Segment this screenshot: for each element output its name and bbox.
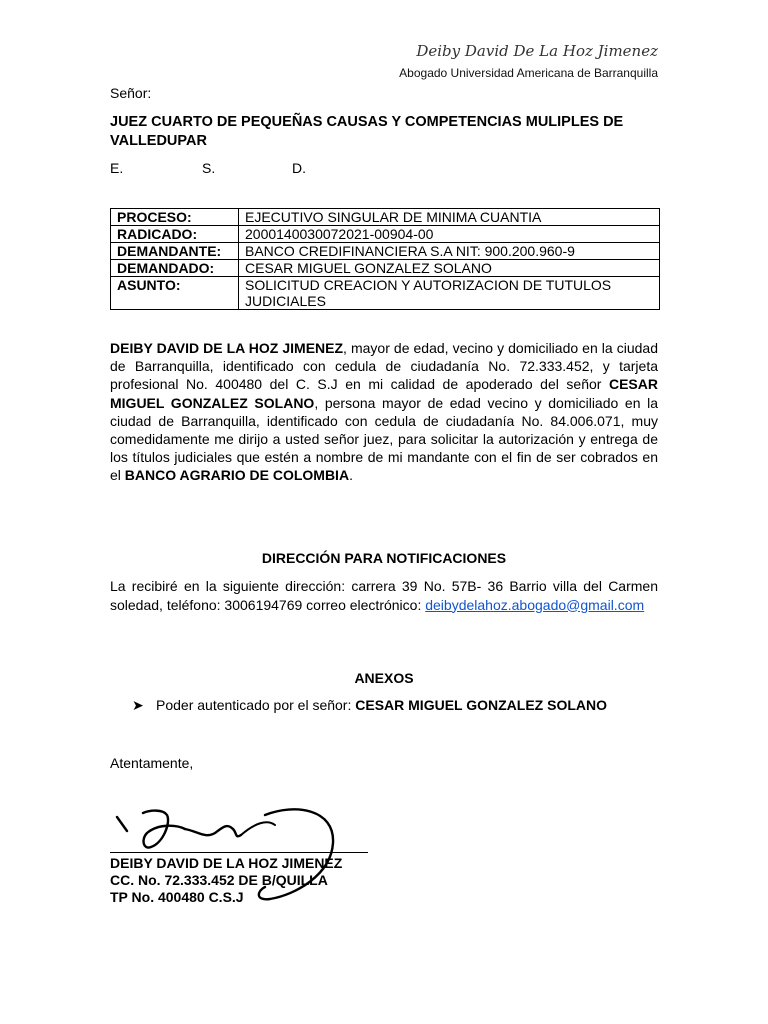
body-paragraph [110,339,658,485]
body-text-end: . [349,467,353,484]
annex-text: Poder autenticado por el señor: [156,697,356,713]
bank-name: BANCO AGRARIO DE COLOMBIA [124,467,350,484]
case-key-demandante: DEMANDANTE: [111,243,239,260]
annexes-heading: ANEXOS [354,670,414,686]
table-row [111,243,660,260]
letterhead-subtitle: Abogado Universidad Americana de Barranquilla [399,66,658,80]
table-row [111,209,660,226]
esd-e: E. [110,160,124,176]
esd-s: S. [202,160,216,176]
letterhead-name: Deiby David De La Hoz Jimenez [416,42,658,60]
table-row [111,277,660,310]
table-row [111,226,660,243]
case-value-proceso: EJECUTIVO SINGULAR DE MINIMA CUANTIA [239,209,660,226]
case-key-proceso: PROCESO: [111,209,239,226]
notifications-heading: DIRECCIÓN PARA NOTIFICACIONES [261,550,507,566]
email-link[interactable]: deibydelahoz.abogado@gmail.com [425,596,645,613]
signature-line [110,852,368,853]
case-key-demandado: DEMANDADO: [111,260,239,277]
signature-block [110,855,342,906]
closing: Atentamente, [110,755,194,771]
body-text-1: , mayor de edad, vecino y domiciliado en la ciudad de Barranquilla, identificado con cedula de ciudadanía No. 72.333.452, y tarjeta profesional No. 400480 del C. S.J en mi calidad de apoderado del señor [110,340,658,393]
address-text: La recibiré en la siguiente dirección: carrera 39 No. 57B- 36 Barrio villa del Carmen soledad, teléfono: 3006194769 correo electrónico: [110,578,658,613]
client-name: CESAR MIGUEL GONZALEZ SOLANO [110,376,658,411]
esd-d: D. [292,160,306,176]
case-table [110,208,660,310]
case-value-radicado: 2000140030072021-00904-00 [239,226,660,243]
case-value-demandante: BANCO CREDIFINANCIERA S.A NIT: 900.200.960-9 [239,243,660,260]
annex-bold: CESAR MIGUEL GONZALEZ SOLANO [355,697,607,713]
attorney-name: DEIBY DAVID DE LA HOZ JIMENEZ [110,340,344,356]
case-value-demandado: CESAR MIGUEL GONZALEZ SOLANO [239,260,660,277]
arrow-bullet-icon: ➤ [132,697,144,713]
table-row [111,260,660,277]
case-key-asunto: ASUNTO: [111,277,239,310]
signer-tp: TP No. 400480 C.S.J [110,889,244,905]
signer-id: CC. No. 72.333.452 DE B/QUILLA [110,872,328,888]
addressee: JUEZ CUARTO DE PEQUEÑAS CAUSAS Y COMPETENCIAS MULIPLES DE VALLEDUPAR [110,114,624,149]
case-key-radicado: RADICADO: [111,226,239,243]
case-value-asunto: SOLICITUD CREACION Y AUTORIZACION DE TUTULOS JUDICIALES [239,277,660,310]
signer-name: DEIBY DAVID DE LA HOZ JIMENEZ [110,855,343,871]
list-item [132,697,607,714]
notifications-text [110,577,658,614]
salutation: Señor: [110,85,152,101]
body-text-2: , persona mayor de edad vecino y domiciliado en la ciudad de Barranquilla, identificado con cedula de ciudadanía No. 84.006.071, muy comedidamente me dirijo a usted señor juez, para solicitar la autorización y entrega de los títulos judiciales que estén a nombre de mi mandante con el fin de ser cobrados en el [110,394,658,484]
